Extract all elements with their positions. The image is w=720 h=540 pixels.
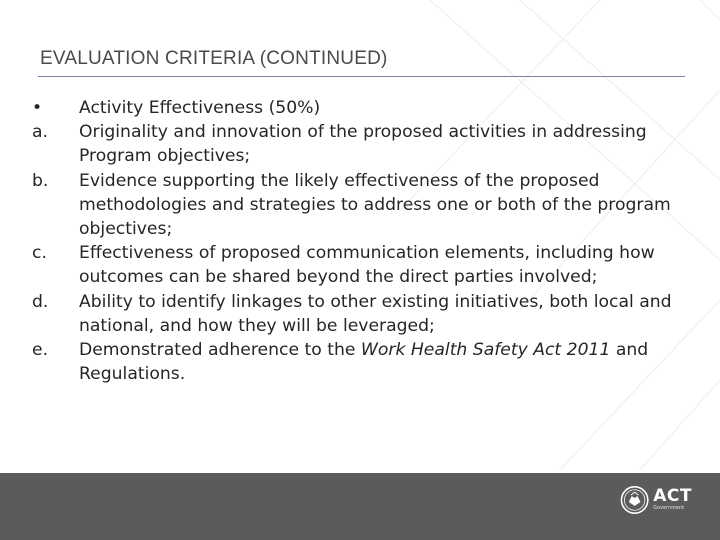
- list-item-text-lead: Demonstrated adherence to the: [79, 340, 361, 361]
- list-marker: a.: [32, 122, 48, 143]
- list-item-text: Ability to identify linkages to other existing initiatives, both local and national, and how they will be leveraged;: [79, 291, 672, 336]
- list-item-text: [79, 338, 708, 386]
- list-item-text: Effectiveness of proposed communication elements, including how outcomes can be shared beyond the direct parties involved;: [79, 243, 655, 288]
- list-marker: •: [32, 98, 43, 118]
- list-marker: e.: [32, 340, 49, 361]
- list-marker: d.: [32, 291, 49, 312]
- list-item-text: Evidence supporting the likely effectiveness of the proposed methodologies and strategies to address one or both of the program objectives;: [79, 170, 671, 240]
- list-item: [32, 290, 708, 338]
- title-underline: [38, 76, 685, 77]
- list-item-text: Originality and innovation of the proposed activities in addressing Program objectives;: [79, 122, 647, 167]
- list-item-text: Activity Effectiveness (50%): [79, 98, 321, 118]
- logo-subtext: Government: [653, 506, 685, 511]
- act-government-crest-icon: [620, 485, 649, 515]
- list-marker: c.: [32, 243, 47, 264]
- slide-title: EVALUATION CRITERIA (CONTINUED): [40, 48, 388, 69]
- act-government-logo: [620, 483, 692, 517]
- list-item: [32, 338, 708, 386]
- act-title-italic: Work Health Safety Act 2011: [360, 340, 611, 361]
- list-item: [32, 241, 708, 289]
- list-marker: b.: [32, 170, 49, 191]
- list-item: [32, 169, 708, 242]
- footer-bar: [0, 473, 720, 540]
- list-item-text-tail: and Regulations.: [79, 340, 649, 385]
- logo-wordmark: ACT: [653, 486, 692, 506]
- list-item: [32, 120, 708, 168]
- criteria-list: [32, 96, 708, 386]
- list-item: [32, 96, 708, 120]
